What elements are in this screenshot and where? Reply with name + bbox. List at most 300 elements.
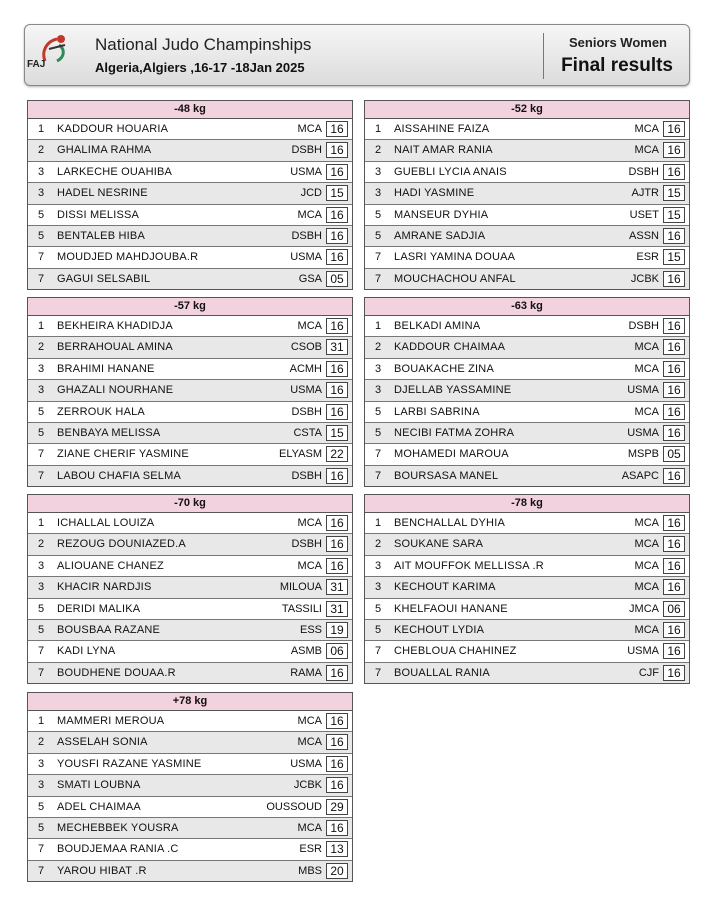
club-code: MCA bbox=[297, 736, 322, 749]
table-row bbox=[365, 423, 689, 444]
rank-cell: 5 bbox=[38, 800, 45, 813]
club-code: GSA bbox=[298, 272, 322, 285]
rank-cell: 2 bbox=[38, 341, 45, 354]
weight-category-table bbox=[27, 494, 353, 684]
club-code: MILOUA bbox=[279, 581, 322, 594]
athlete-name: ZERROUK HALA bbox=[57, 405, 145, 418]
points-box: 19 bbox=[326, 622, 348, 638]
rank-cell: 3 bbox=[38, 779, 45, 792]
points-box: 16 bbox=[663, 404, 685, 420]
points-box: 16 bbox=[663, 271, 685, 287]
athlete-name: KECHOUT KARIMA bbox=[394, 581, 496, 594]
club-code: JCD bbox=[300, 187, 322, 200]
points-box: 06 bbox=[663, 601, 685, 617]
rank-cell: 7 bbox=[375, 666, 382, 679]
points-box: 15 bbox=[663, 185, 685, 201]
points-box: 15 bbox=[326, 185, 348, 201]
weight-category-table bbox=[27, 297, 353, 487]
points-box: 16 bbox=[663, 164, 685, 180]
weight-category-title: -52 kg bbox=[365, 101, 689, 119]
rank-cell: 7 bbox=[38, 251, 45, 264]
athlete-name: MOHAMEDI MAROUA bbox=[394, 448, 509, 461]
rank-cell: 7 bbox=[375, 251, 382, 264]
rank-cell: 3 bbox=[375, 559, 382, 572]
points-box: 31 bbox=[326, 339, 348, 355]
athlete-name: KADDOUR HOUARIA bbox=[57, 123, 169, 135]
table-row bbox=[28, 359, 352, 380]
points-box: 16 bbox=[326, 468, 348, 484]
rank-cell: 7 bbox=[38, 666, 45, 679]
rank-cell: 3 bbox=[375, 581, 382, 594]
weight-category-table bbox=[364, 494, 690, 684]
rank-cell: 3 bbox=[38, 757, 45, 770]
weight-category-title: -57 kg bbox=[28, 298, 352, 316]
club-code: ASAPC bbox=[621, 469, 659, 482]
table-row bbox=[28, 205, 352, 226]
table-row bbox=[28, 577, 352, 598]
athlete-name: GHALIMA RAHMA bbox=[57, 144, 152, 157]
points-box: 29 bbox=[326, 799, 348, 815]
athlete-name: AISSAHINE FAIZA bbox=[394, 123, 490, 135]
table-row bbox=[365, 380, 689, 401]
points-box: 16 bbox=[326, 558, 348, 574]
athlete-name: HADEL NESRINE bbox=[57, 187, 148, 200]
weight-category-title: -63 kg bbox=[365, 298, 689, 316]
club-code: MSPB bbox=[627, 448, 659, 461]
table-row bbox=[28, 711, 352, 732]
club-code: RAMA bbox=[290, 666, 322, 679]
points-box: 16 bbox=[326, 756, 348, 772]
club-code: USMA bbox=[627, 426, 659, 439]
table-row bbox=[365, 402, 689, 423]
athlete-name: BOUDJEMAA RANIA .C bbox=[57, 843, 179, 856]
club-code: ACMH bbox=[289, 362, 322, 375]
table-row bbox=[365, 247, 689, 268]
table-row bbox=[28, 444, 352, 465]
weight-category-table bbox=[364, 100, 690, 290]
athlete-name: REZOUG DOUNIAZED.A bbox=[57, 538, 186, 551]
athlete-name: KHACIR NARDJIS bbox=[57, 581, 152, 594]
table-row bbox=[28, 466, 352, 486]
points-box: 16 bbox=[326, 228, 348, 244]
rank-cell: 3 bbox=[375, 384, 382, 397]
club-code: MCA bbox=[634, 362, 659, 375]
rank-cell: 1 bbox=[375, 123, 382, 135]
rank-cell: 7 bbox=[38, 448, 45, 461]
logo-text: FAJ bbox=[27, 59, 46, 70]
rank-cell: 5 bbox=[38, 405, 45, 418]
table-row bbox=[365, 337, 689, 358]
table-row bbox=[28, 556, 352, 577]
club-code: MCA bbox=[634, 538, 659, 551]
athlete-name: ICHALLAL LOUIZA bbox=[57, 517, 155, 529]
club-code: USET bbox=[629, 208, 659, 221]
table-row bbox=[365, 466, 689, 486]
athlete-name: MECHEBBEK YOUSRA bbox=[57, 821, 179, 834]
rank-cell: 5 bbox=[38, 426, 45, 439]
athlete-name: MOUDJED MAHDJOUBA.R bbox=[57, 251, 199, 264]
athlete-name: BOUALLAL RANIA bbox=[394, 666, 490, 679]
rank-cell: 5 bbox=[38, 821, 45, 834]
club-code: MCA bbox=[297, 208, 322, 221]
page-title: National Judo Champinships bbox=[95, 35, 312, 54]
club-code: MCA bbox=[634, 581, 659, 594]
club-code: MCA bbox=[297, 123, 322, 135]
club-code: MCA bbox=[297, 559, 322, 572]
table-row bbox=[28, 402, 352, 423]
club-code: DSBH bbox=[291, 229, 322, 242]
points-box: 16 bbox=[663, 558, 685, 574]
athlete-name: KHELFAOUI HANANE bbox=[394, 602, 508, 615]
points-box: 16 bbox=[663, 536, 685, 552]
points-box: 16 bbox=[663, 142, 685, 158]
weight-category-title: -48 kg bbox=[28, 101, 352, 119]
rank-cell: 1 bbox=[38, 715, 45, 727]
table-row bbox=[28, 861, 352, 881]
athlete-name: GHAZALI NOURHANE bbox=[57, 384, 174, 397]
table-row bbox=[365, 641, 689, 662]
points-box: 16 bbox=[326, 249, 348, 265]
rank-cell: 5 bbox=[38, 623, 45, 636]
points-box: 16 bbox=[663, 361, 685, 377]
rank-cell: 7 bbox=[38, 843, 45, 856]
club-code: DSBH bbox=[291, 538, 322, 551]
category-label: Seniors Women bbox=[568, 35, 667, 50]
athlete-name: HADI YASMINE bbox=[394, 187, 475, 200]
table-row bbox=[28, 797, 352, 818]
rank-cell: 1 bbox=[38, 123, 45, 135]
points-box: 16 bbox=[663, 622, 685, 638]
event-subtitle: Algeria,Algiers ,16-17 -18Jan 2025 bbox=[95, 60, 305, 75]
points-box: 05 bbox=[663, 446, 685, 462]
table-row bbox=[365, 663, 689, 683]
club-code: MCA bbox=[634, 123, 659, 135]
table-row bbox=[28, 620, 352, 641]
club-code: MCA bbox=[297, 715, 322, 727]
club-code: OUSSOUD bbox=[266, 800, 322, 813]
table-row bbox=[28, 599, 352, 620]
athlete-name: BENBAYA MELISSA bbox=[57, 426, 161, 439]
club-code: USMA bbox=[627, 384, 659, 397]
table-row bbox=[28, 423, 352, 444]
club-code: USMA bbox=[627, 645, 659, 658]
points-box: 16 bbox=[326, 382, 348, 398]
table-row bbox=[28, 663, 352, 683]
rank-cell: 5 bbox=[375, 208, 382, 221]
athlete-name: SMATI LOUBNA bbox=[57, 779, 141, 792]
points-box: 06 bbox=[326, 643, 348, 659]
athlete-name: KECHOUT LYDIA bbox=[394, 623, 485, 636]
rank-cell: 5 bbox=[38, 208, 45, 221]
points-box: 16 bbox=[326, 536, 348, 552]
athlete-name: LARBI SABRINA bbox=[394, 405, 480, 418]
table-row bbox=[365, 119, 689, 140]
table-row bbox=[365, 444, 689, 465]
table-row bbox=[28, 162, 352, 183]
rank-cell: 3 bbox=[375, 362, 382, 375]
rank-cell: 5 bbox=[375, 426, 382, 439]
points-box: 16 bbox=[663, 228, 685, 244]
table-row bbox=[28, 226, 352, 247]
table-row bbox=[365, 556, 689, 577]
athlete-name: AIT MOUFFOK MELLISSA .R bbox=[394, 559, 544, 572]
table-row bbox=[28, 380, 352, 401]
athlete-name: BELKADI AMINA bbox=[394, 320, 481, 332]
rank-cell: 5 bbox=[38, 229, 45, 242]
points-box: 20 bbox=[326, 863, 348, 879]
club-code: DSBH bbox=[291, 469, 322, 482]
club-code: CJF bbox=[638, 666, 659, 679]
athlete-name: BERRAHOUAL AMINA bbox=[57, 341, 173, 354]
rank-cell: 2 bbox=[38, 144, 45, 157]
club-code: JCBK bbox=[630, 272, 659, 285]
table-row bbox=[28, 775, 352, 796]
points-box: 16 bbox=[663, 121, 685, 137]
athlete-name: MAMMERI MEROUA bbox=[57, 715, 165, 727]
club-code: CSTA bbox=[293, 426, 322, 439]
rank-cell: 7 bbox=[375, 469, 382, 482]
rank-cell: 3 bbox=[38, 559, 45, 572]
athlete-name: BOUAKACHE ZINA bbox=[394, 362, 494, 375]
athlete-name: LABOU CHAFIA SELMA bbox=[57, 469, 182, 482]
athlete-name: DERIDI MALIKA bbox=[57, 602, 141, 615]
points-box: 16 bbox=[663, 515, 685, 531]
table-row bbox=[365, 599, 689, 620]
athlete-name: DJELLAB YASSAMINE bbox=[394, 384, 512, 397]
rank-cell: 7 bbox=[38, 645, 45, 658]
rank-cell: 5 bbox=[38, 602, 45, 615]
points-box: 16 bbox=[326, 318, 348, 334]
table-row bbox=[28, 732, 352, 753]
table-row bbox=[365, 162, 689, 183]
rank-cell: 3 bbox=[38, 362, 45, 375]
club-code: MCA bbox=[297, 821, 322, 834]
club-code: MCA bbox=[297, 517, 322, 529]
table-row bbox=[28, 337, 352, 358]
rank-cell: 7 bbox=[38, 469, 45, 482]
rank-cell: 5 bbox=[375, 623, 382, 636]
table-row bbox=[365, 140, 689, 161]
athlete-name: BOURSASA MANEL bbox=[394, 469, 499, 482]
final-results-label: Final results bbox=[561, 55, 673, 76]
rank-cell: 2 bbox=[375, 538, 382, 551]
points-box: 16 bbox=[326, 404, 348, 420]
table-row bbox=[365, 359, 689, 380]
rank-cell: 3 bbox=[375, 187, 382, 200]
weight-category-title: -78 kg bbox=[365, 495, 689, 513]
athlete-name: BENCHALLAL DYHIA bbox=[394, 517, 505, 529]
rank-cell: 7 bbox=[375, 272, 382, 285]
athlete-name: BOUSBAA RAZANE bbox=[57, 623, 161, 636]
points-box: 16 bbox=[663, 382, 685, 398]
athlete-name: YAROU HIBAT .R bbox=[57, 864, 147, 877]
club-code: DSBH bbox=[291, 144, 322, 157]
table-row bbox=[365, 183, 689, 204]
club-code: ESR bbox=[636, 251, 659, 264]
points-box: 16 bbox=[663, 643, 685, 659]
points-box: 16 bbox=[326, 142, 348, 158]
rank-cell: 3 bbox=[38, 187, 45, 200]
points-box: 16 bbox=[663, 579, 685, 595]
table-row bbox=[365, 513, 689, 534]
athlete-name: GUEBLI LYCIA ANAIS bbox=[394, 165, 507, 178]
athlete-name: BEKHEIRA KHADIDJA bbox=[57, 320, 173, 332]
club-code: MBS bbox=[298, 864, 322, 877]
points-box: 31 bbox=[326, 579, 348, 595]
athlete-name: BRAHIMI HANANE bbox=[57, 362, 155, 375]
club-code: JMCA bbox=[629, 602, 659, 615]
results-header bbox=[24, 24, 690, 86]
athlete-name: LASRI YAMINA DOUAA bbox=[394, 251, 516, 264]
table-row bbox=[28, 183, 352, 204]
table-row bbox=[28, 269, 352, 289]
rank-cell: 2 bbox=[375, 144, 382, 157]
club-code: MCA bbox=[634, 341, 659, 354]
table-row bbox=[365, 577, 689, 598]
rank-cell: 5 bbox=[375, 229, 382, 242]
rank-cell: 3 bbox=[38, 384, 45, 397]
table-row bbox=[28, 818, 352, 839]
points-box: 22 bbox=[326, 446, 348, 462]
points-box: 13 bbox=[326, 841, 348, 857]
club-code: USMA bbox=[290, 384, 322, 397]
points-box: 31 bbox=[326, 601, 348, 617]
club-code: MCA bbox=[634, 559, 659, 572]
points-box: 16 bbox=[326, 734, 348, 750]
rank-cell: 3 bbox=[38, 165, 45, 178]
rank-cell: 1 bbox=[375, 517, 382, 529]
athlete-name: GAGUI SELSABIL bbox=[57, 272, 151, 285]
athlete-name: AMRANE SADJIA bbox=[394, 229, 486, 242]
athlete-name: MOUCHACHOU ANFAL bbox=[394, 272, 516, 285]
points-box: 16 bbox=[663, 318, 685, 334]
athlete-name: DISSI MELISSA bbox=[57, 208, 140, 221]
rank-cell: 2 bbox=[38, 538, 45, 551]
weight-category-table bbox=[27, 692, 353, 882]
points-box: 16 bbox=[326, 515, 348, 531]
athlete-name: CHEBLOUA CHAHINEZ bbox=[394, 645, 517, 658]
table-row bbox=[28, 140, 352, 161]
rank-cell: 5 bbox=[375, 405, 382, 418]
club-code: MCA bbox=[634, 144, 659, 157]
club-code: DSBH bbox=[628, 320, 659, 332]
points-box: 16 bbox=[326, 121, 348, 137]
rank-cell: 1 bbox=[38, 517, 45, 529]
club-code: JCBK bbox=[293, 779, 322, 792]
points-box: 16 bbox=[663, 468, 685, 484]
rank-cell: 7 bbox=[38, 272, 45, 285]
athlete-name: SOUKANE SARA bbox=[394, 538, 484, 551]
points-box: 15 bbox=[326, 425, 348, 441]
points-box: 16 bbox=[326, 164, 348, 180]
weight-category-table bbox=[27, 100, 353, 290]
table-row bbox=[365, 534, 689, 555]
rank-cell: 1 bbox=[375, 320, 382, 332]
table-row bbox=[28, 754, 352, 775]
header-divider bbox=[543, 33, 544, 79]
club-code: USMA bbox=[290, 165, 322, 178]
athlete-name: BOUDHENE DOUAA.R bbox=[57, 666, 176, 679]
table-row bbox=[28, 316, 352, 337]
athlete-name: BENTALEB HIBA bbox=[57, 229, 145, 242]
table-row bbox=[28, 839, 352, 860]
club-code: MCA bbox=[634, 623, 659, 636]
athlete-name: NECIBI FATMA ZOHRA bbox=[394, 426, 515, 439]
rank-cell: 5 bbox=[375, 602, 382, 615]
table-row bbox=[28, 247, 352, 268]
weight-category-title: -70 kg bbox=[28, 495, 352, 513]
club-code: ELYASM bbox=[279, 448, 322, 461]
athlete-name: ALIOUANE CHANEZ bbox=[57, 559, 164, 572]
federation-logo bbox=[35, 31, 81, 79]
club-code: ASSN bbox=[629, 229, 659, 242]
points-box: 05 bbox=[326, 271, 348, 287]
table-row bbox=[28, 513, 352, 534]
points-box: 16 bbox=[663, 339, 685, 355]
club-code: ESR bbox=[299, 843, 322, 856]
points-box: 16 bbox=[663, 425, 685, 441]
club-code: USMA bbox=[290, 251, 322, 264]
athlete-name: KADI LYNA bbox=[57, 645, 116, 658]
rank-cell: 7 bbox=[375, 448, 382, 461]
rank-cell: 7 bbox=[375, 645, 382, 658]
athlete-name: LARKECHE OUAHIBA bbox=[57, 165, 173, 178]
club-code: CSOB bbox=[290, 341, 322, 354]
club-code: MCA bbox=[297, 320, 322, 332]
weight-category-title: +78 kg bbox=[28, 693, 352, 711]
rank-cell: 7 bbox=[38, 864, 45, 877]
rank-cell: 2 bbox=[38, 736, 45, 749]
table-row bbox=[365, 620, 689, 641]
table-row bbox=[28, 534, 352, 555]
athlete-name: NAIT AMAR RANIA bbox=[394, 144, 493, 157]
club-code: TASSILI bbox=[281, 602, 322, 615]
athlete-name: ZIANE CHERIF YASMINE bbox=[57, 448, 189, 461]
weight-category-table bbox=[364, 297, 690, 487]
club-code: ASMB bbox=[290, 645, 322, 658]
table-row bbox=[365, 226, 689, 247]
points-box: 16 bbox=[326, 665, 348, 681]
club-code: MCA bbox=[634, 517, 659, 529]
club-code: MCA bbox=[634, 405, 659, 418]
club-code: DSBH bbox=[628, 165, 659, 178]
points-box: 16 bbox=[326, 207, 348, 223]
points-box: 15 bbox=[663, 249, 685, 265]
club-code: DSBH bbox=[291, 405, 322, 418]
athlete-name: ASSELAH SONIA bbox=[57, 736, 148, 749]
table-row bbox=[365, 316, 689, 337]
table-row bbox=[365, 205, 689, 226]
table-row bbox=[365, 269, 689, 289]
athlete-name: KADDOUR CHAIMAA bbox=[394, 341, 506, 354]
points-box: 16 bbox=[326, 713, 348, 729]
points-box: 16 bbox=[326, 820, 348, 836]
rank-cell: 3 bbox=[38, 581, 45, 594]
athlete-name: MANSEUR DYHIA bbox=[394, 208, 489, 221]
athlete-name: ADEL CHAIMAA bbox=[57, 800, 141, 813]
club-code: AJTR bbox=[631, 187, 659, 200]
points-box: 15 bbox=[663, 207, 685, 223]
rank-cell: 2 bbox=[375, 341, 382, 354]
club-code: USMA bbox=[290, 757, 322, 770]
table-row bbox=[28, 641, 352, 662]
rank-cell: 3 bbox=[375, 165, 382, 178]
rank-cell: 1 bbox=[38, 320, 45, 332]
club-code: ESS bbox=[299, 623, 322, 636]
athlete-name: YOUSFI RAZANE YASMINE bbox=[57, 757, 202, 770]
points-box: 16 bbox=[326, 361, 348, 377]
table-row bbox=[28, 119, 352, 140]
